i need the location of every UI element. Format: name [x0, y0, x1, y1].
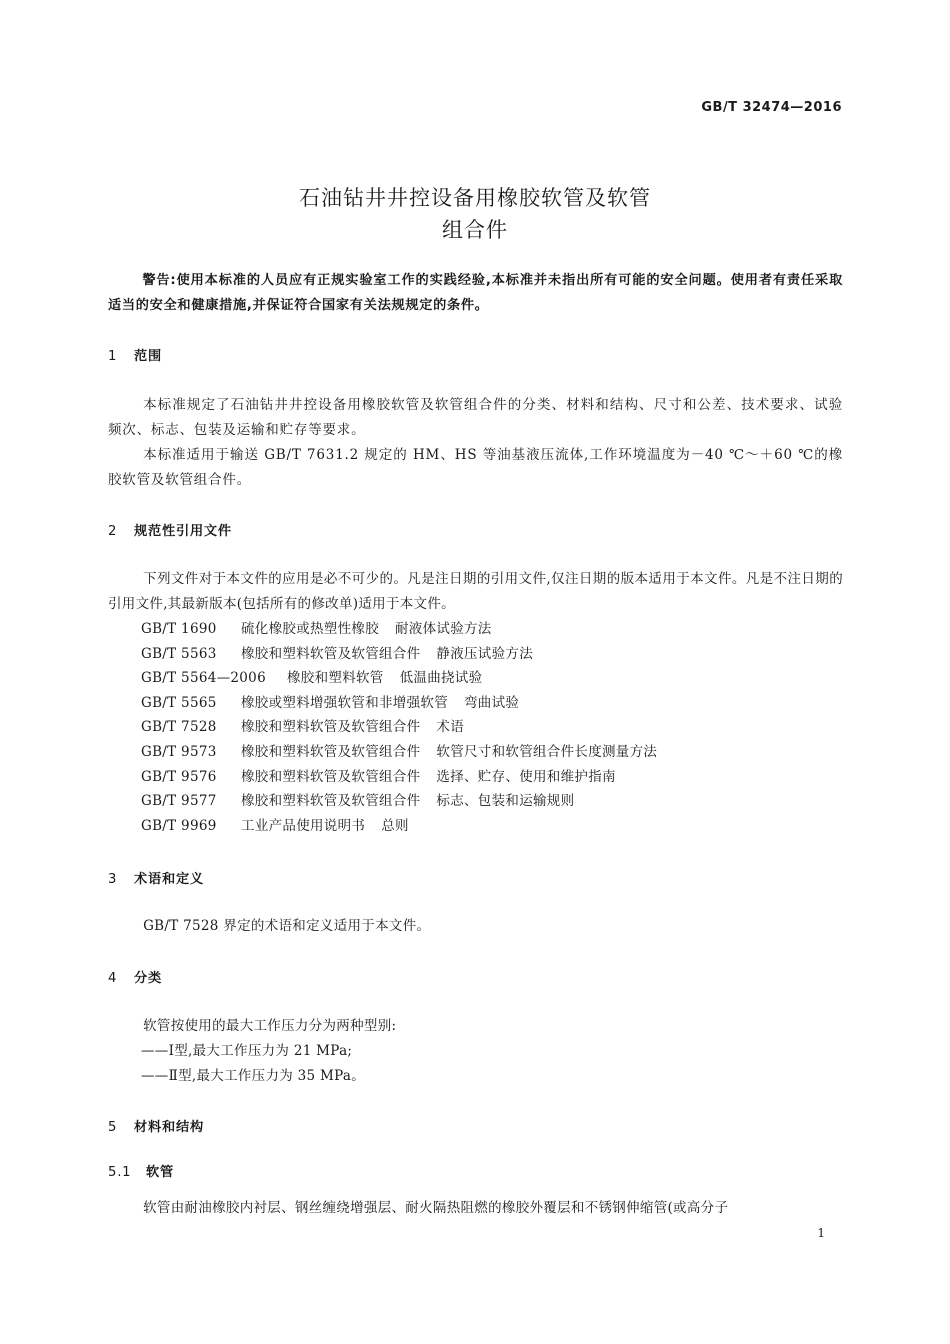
- reference-item: [141, 765, 657, 790]
- reference-item: [141, 740, 657, 765]
- reference-item: [141, 715, 657, 740]
- reference-item: [141, 666, 657, 691]
- reference-code: GB/T 9577: [141, 793, 217, 810]
- reference-title: 橡胶和塑料软管及软管组合件: [241, 793, 421, 810]
- section-3-heading: [108, 868, 204, 887]
- reference-item: [141, 642, 657, 667]
- section-number: 2: [108, 524, 118, 539]
- reference-subtitle: 低温曲挠试验: [399, 670, 483, 687]
- reference-subtitle: 静液压试验方法: [436, 645, 534, 662]
- classification-list: [141, 1039, 365, 1088]
- reference-code: GB/T 7528: [141, 719, 217, 736]
- document-title-line-1: 石油钻井井控设备用橡胶软管及软管: [299, 186, 651, 210]
- reference-subtitle: 弯曲试验: [464, 694, 520, 711]
- reference-code: GB/T 1690: [141, 621, 217, 637]
- reference-code: GB/T 5565: [141, 694, 217, 711]
- reference-subtitle: 术语: [436, 719, 465, 736]
- scope-paragraph-2: 本标准适用于输送 GB/T 7631.2 规定的 HM、HS 等油基液压流体,工作环境温度为－40 ℃～＋60 ℃的橡胶软管及软管组合件。: [108, 447, 843, 488]
- reference-title: 橡胶和塑料软管及软管组合件: [241, 719, 421, 736]
- subsection-title: 软管: [146, 1165, 174, 1180]
- safety-warning: 警告:使用本标准的人员应有正规实验室工作的实践经验,本标准并未指出所有可能的安全问题。使用者有责任采取适当的安全和健康措施,并保证符合国家有关法规规定的条件。: [108, 273, 843, 313]
- reference-subtitle: 耐液体试验方法: [395, 621, 492, 637]
- reference-item: [141, 814, 657, 839]
- reference-title: 橡胶和塑料软管及软管组合件: [241, 743, 421, 760]
- section-1-heading: [108, 345, 162, 364]
- section-4-heading: [108, 967, 162, 986]
- classification-intro: 软管按使用的最大工作压力分为两种型别:: [143, 1018, 397, 1034]
- normative-intro: 下列文件对于本文件的应用是必不可少的。凡是注日期的引用文件,仅注日期的版本适用于本文件。凡是不注日期的引用文件,其最新版本(包括所有的修改单)适用于本文件。: [108, 571, 843, 612]
- reference-item: [141, 617, 657, 642]
- reference-subtitle: 选择、贮存、使用和维护指南: [436, 768, 616, 785]
- section-number: 3: [108, 872, 118, 887]
- section-number: 4: [108, 971, 118, 986]
- terms-paragraph: GB/T 7528 界定的术语和定义适用于本文件。: [143, 918, 431, 934]
- reference-code: GB/T 9969: [141, 817, 217, 834]
- section-title: 范围: [134, 349, 162, 364]
- reference-code: GB/T 9573: [141, 743, 217, 760]
- reference-title: 橡胶或塑料增强软管和非增强软管: [241, 694, 448, 711]
- classification-item: ——Ⅱ型,最大工作压力为 35 MPa。: [141, 1067, 366, 1084]
- section-title: 分类: [134, 971, 162, 986]
- reference-code: GB/T 5564—2006: [141, 670, 266, 687]
- section-number: 1: [108, 349, 118, 364]
- section-5-1-heading: [108, 1161, 174, 1180]
- reference-title: 橡胶和塑料软管及软管组合件: [241, 768, 421, 785]
- scope-paragraph-1: 本标准规定了石油钻井井控设备用橡胶软管及软管组合件的分类、材料和结构、尺寸和公差、技术要求、试验频次、标志、包装及运输和贮存等要求。: [108, 397, 843, 438]
- reference-title: 橡胶和塑料软管及软管组合件: [241, 645, 421, 662]
- hose-structure-paragraph: 软管由耐油橡胶内衬层、钢丝缠绕增强层、耐火隔热阻燃的橡胶外覆层和不锈钢伸缩管(或高分子: [143, 1200, 729, 1216]
- section-title: 术语和定义: [134, 872, 204, 887]
- reference-title: 工业产品使用说明书: [241, 817, 366, 834]
- subsection-number: 5.1: [108, 1165, 132, 1180]
- reference-subtitle: 总则: [381, 817, 409, 834]
- reference-code: GB/T 5563: [141, 645, 217, 662]
- standard-code: GB/T 32474—2016: [701, 100, 842, 115]
- classification-item: ——Ⅰ型,最大工作压力为 21 MPa;: [141, 1043, 353, 1059]
- reference-subtitle: 软管尺寸和软管组合件长度测量方法: [436, 743, 658, 760]
- reference-code: GB/T 9576: [141, 768, 217, 785]
- document-title-line-2: 组合件: [442, 218, 508, 242]
- section-2-heading: [108, 520, 232, 539]
- section-5-heading: [108, 1116, 204, 1135]
- reference-title: 硫化橡胶或热塑性橡胶: [241, 621, 379, 637]
- reference-item: [141, 789, 657, 814]
- section-title: 规范性引用文件: [134, 524, 232, 539]
- reference-title: 橡胶和塑料软管: [287, 670, 384, 687]
- reference-subtitle: 标志、包装和运输规则: [436, 793, 575, 810]
- page-number: 1: [817, 1226, 825, 1240]
- section-number: 5: [108, 1120, 118, 1135]
- section-title: 材料和结构: [134, 1120, 204, 1135]
- normative-reference-list: [141, 617, 657, 838]
- reference-item: [141, 691, 657, 716]
